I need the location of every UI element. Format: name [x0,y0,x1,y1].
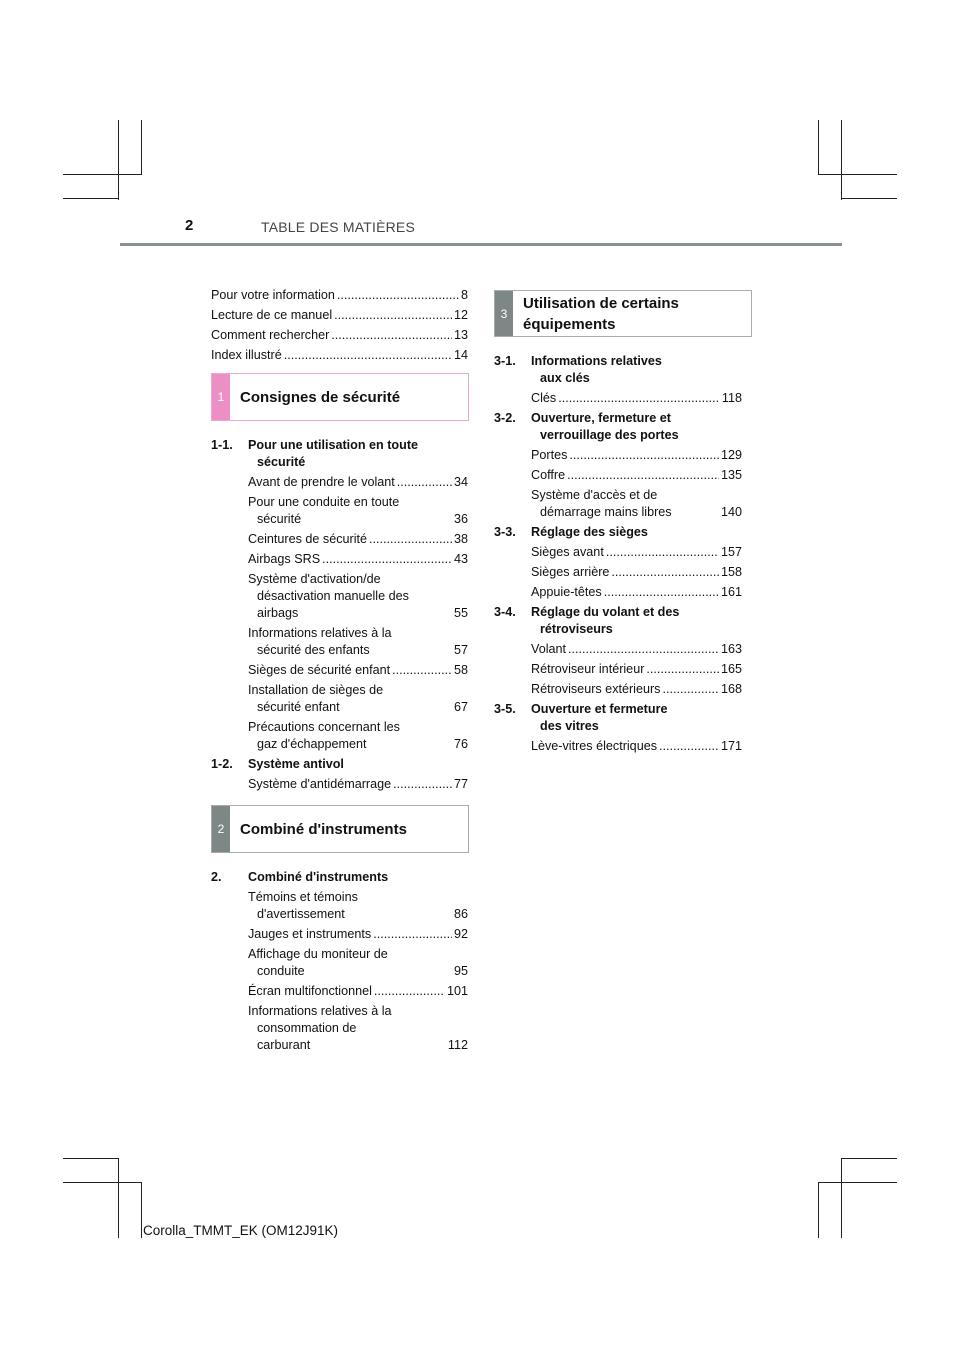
crop-mark [141,120,142,175]
toc-entry[interactable]: Appuie-têtes ..... 161 [494,584,742,601]
toc-entry[interactable]: Rétroviseurs extérieurs ..... 168 [494,681,742,698]
section-heading[interactable]: 1-1. Pour une utilisation en toute sécurité [211,438,419,469]
chapter-1-title: Consignes de sécurité [240,388,401,406]
crop-mark [63,1158,119,1159]
toc-entry[interactable]: Comment rechercher ..... 13 [211,327,468,344]
toc-entry[interactable]: Système d'antidémarrage ..... 77 [211,776,468,793]
crop-mark [818,1182,819,1238]
crop-mark [63,1182,142,1183]
toc-entry[interactable]: Portes ..... 129 [494,447,742,464]
toc-entry[interactable]: Système d'accès et de démarrage mains libres ..... 140 [494,487,742,521]
chapter-2-title: Combiné d'instruments [240,820,407,838]
page-title: TABLE DES MATIÈRES [261,219,416,235]
section-heading[interactable]: 3-5. Ouverture et fermeture des vitres [494,702,668,733]
crop-mark [141,1182,142,1238]
crop-mark [841,1158,842,1238]
toc-entry[interactable]: Sièges de sécurité enfant ..... 58 [211,662,468,679]
toc-entry[interactable]: Lève-vitres électriques ..... 171 [494,738,742,755]
crop-mark [118,120,119,200]
toc-entry[interactable]: Sièges avant ..... 157 [494,544,742,561]
toc-entry[interactable]: Ceintures de sécurité ..... 38 [211,531,468,548]
toc-entry[interactable]: Précautions concernant les gaz d'échappement ..... 76 [211,719,468,753]
section-heading[interactable]: 1-2. Système antivol [211,757,344,771]
page-number: 2 [185,217,194,234]
toc-entry[interactable]: Volant ..... 163 [494,641,742,658]
toc-entry[interactable]: Pour votre information ..... 8 [211,287,468,304]
crop-mark [818,1182,897,1183]
section-heading[interactable]: 3-3. Réglage des sièges [494,525,648,539]
crop-mark [841,120,842,200]
toc-entry[interactable]: Informations relatives à la consommation de carburant ..... 112 [211,1003,468,1054]
toc-chapter-1 [211,437,468,796]
toc-entry[interactable]: Index illustré ..... 14 [211,347,468,364]
toc-intro [211,287,468,367]
toc-entry[interactable]: Lecture de ce manuel ..... 12 [211,307,468,324]
header-rule [120,243,842,246]
toc-chapter-3 [494,353,742,758]
chapter-1-tab: 1 [212,374,230,420]
section-heading[interactable]: 3-4. Réglage du volant et des rétroviseurs [494,605,680,636]
toc-entry[interactable]: Pour une conduite en toute sécurité ..... 36 [211,494,468,528]
crop-mark [818,174,897,175]
toc-entry[interactable]: Avant de prendre le volant ..... 34 [211,474,468,491]
section-heading[interactable]: 3-1. Informations relatives aux clés [494,354,662,385]
chapter-2-tab: 2 [212,806,230,852]
toc-entry[interactable]: Installation de sièges de sécurité enfant ..... 67 [211,682,468,716]
chapter-3-box[interactable] [494,290,752,337]
crop-mark [118,1158,119,1238]
crop-mark [841,198,897,199]
toc-entry[interactable]: Airbags SRS ..... 43 [211,551,468,568]
crop-mark [818,120,819,175]
toc-entry[interactable]: Système d'activation/de désactivation manuelle des airbags ..... 55 [211,571,468,622]
toc-entry[interactable]: Jauges et instruments ..... 92 [211,926,468,943]
toc-entry[interactable]: Sièges arrière ..... 158 [494,564,742,581]
crop-mark [63,198,119,199]
section-heading[interactable]: 2. Combiné d'instruments [211,870,389,884]
toc-entry[interactable]: Clés ..... 118 [494,390,742,407]
footer-model-code: Corolla_TMMT_EK (OM12J91K) [143,1223,339,1238]
crop-mark [841,1158,897,1159]
crop-mark [63,174,142,175]
toc-entry[interactable]: Affichage du moniteur de conduite ..... 95 [211,946,468,980]
toc-entry[interactable]: Rétroviseur intérieur ..... 165 [494,661,742,678]
toc-chapter-2 [211,869,468,1057]
chapter-2-box[interactable] [211,805,469,853]
chapter-3-title: Utilisation de certains équipements [523,294,679,333]
chapter-1-box[interactable] [211,373,469,421]
toc-entry[interactable]: Informations relatives à la sécurité des enfants ..... 57 [211,625,468,659]
toc-entry[interactable]: Témoins et témoins d'avertissement ..... 86 [211,889,468,923]
toc-entry[interactable]: Coffre ..... 135 [494,467,742,484]
chapter-3-tab: 3 [495,291,513,336]
toc-entry[interactable]: Écran multifonctionnel ..... 101 [211,983,468,1000]
section-heading[interactable]: 3-2. Ouverture, fermeture et verrouillage des portes [494,411,679,442]
